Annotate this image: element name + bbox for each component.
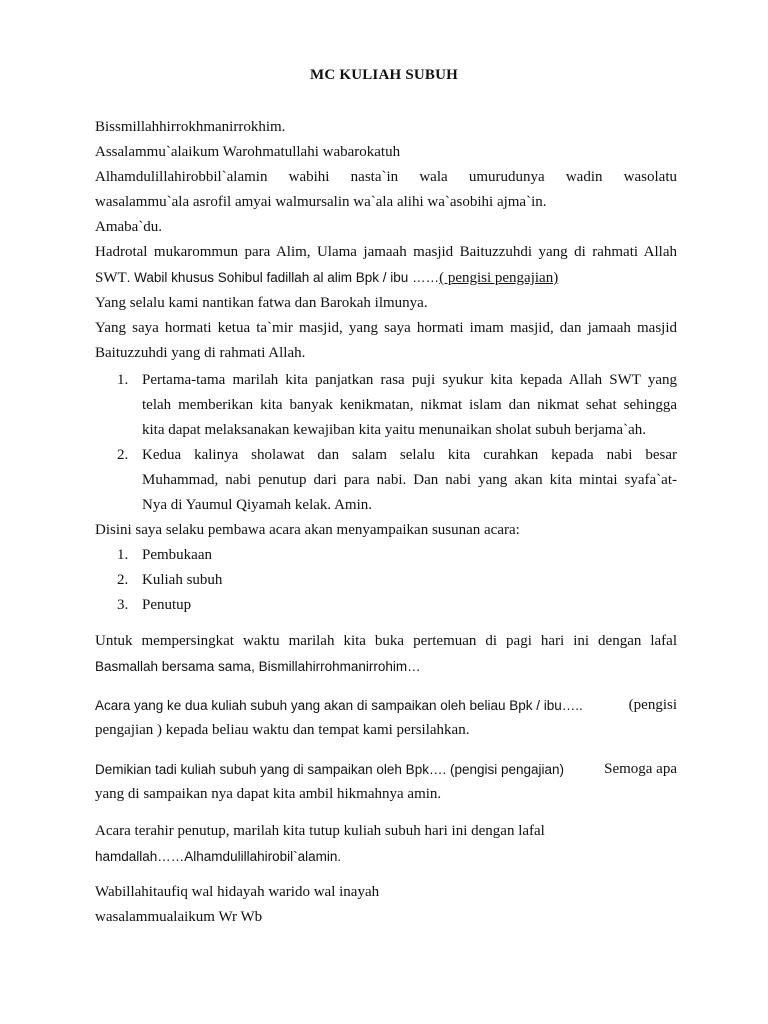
susunan-item-label: Pembukaan [142, 547, 212, 563]
penutup-line-1: Acara terahir penutup, marilah kita tutup kuliah subuh hari ini dengan lafal [95, 823, 545, 839]
closing-section [95, 880, 677, 930]
hormat-line-1: Yang saya hormati ketua ta`mir masjid, yang saya hormati imam masjid, dan jamaah masjid [95, 320, 677, 336]
closing-line-2: wasalammualaikum Wr Wb [95, 909, 263, 925]
susunan-intro: Disini saya selaku pembawa acara akan menyampaikan susunan acara: [95, 522, 520, 538]
hadrotal-wabil-khusus: . Wabil khusus Sohibul fadillah al alim Bpk / ibu …… [126, 270, 440, 285]
kuliah-line-1 [95, 693, 677, 718]
basmalah-line: Bissmillahhirrokhmanirrokhim. [95, 119, 286, 135]
kuliah-line-1-main: Acara yang ke dua kuliah subuh yang akan di sampaikan oleh beliau Bpk / ibu….. [95, 698, 583, 713]
fatwa-line: Yang selalu kami nantikan fatwa dan Barokah ilmunya. [95, 295, 428, 311]
susunan-item-label: Kuliah subuh [142, 572, 223, 588]
amaba-line: Amaba`du. [95, 219, 163, 235]
hadrotal-swt: SWT [95, 270, 127, 286]
hamdalah-line-1: Alhamdulillahirobbil`alamin wabihi nasta`in wala umurudunya wadin wasolatu [95, 169, 677, 185]
paragraph-kuliah [95, 693, 677, 743]
susunan-item [95, 593, 677, 618]
list-item-line: Muhammad, nabi penutup dari para nabi. Dan nabi yang akan kita mintai syafa`at- [142, 472, 677, 488]
list-item [95, 368, 677, 443]
hadrotal-line-2 [95, 265, 677, 291]
demikian-line-1 [95, 757, 677, 782]
list-item-text [142, 368, 677, 443]
kuliah-line-2: pengajian ) kepada beliau waktu dan tempat kami persilahkan. [95, 722, 470, 738]
susunan-item [95, 568, 677, 593]
susunan-item [95, 543, 677, 568]
list-item-line: Nya di Yaumul Qiyamah kelak. Amin. [142, 497, 372, 513]
susunan-section [95, 518, 677, 618]
demikian-line-1-main: Demikian tadi kuliah subuh yang di sampaikan oleh Bpk…. (pengisi pengajian) [95, 762, 565, 777]
pembukaan-line-1: Untuk mempersingkat waktu marilah kita buka pertemuan di pagi hari ini dengan lafal [95, 633, 677, 649]
salam-line: Assalammu`alaikum Warohmatullahi wabarokatuh [95, 144, 401, 160]
demikian-line-2: yang di sampaikan nya dapat kita ambil hikmahnya amin. [95, 786, 442, 802]
opening-section [95, 115, 677, 366]
paragraph-demikian [95, 757, 677, 807]
numbered-list-opening [95, 368, 677, 518]
hamdalah-line-2: wasalammu`ala asrofil amyai walmursalin wa`ala alihi wa`asobihi ajma`in. [95, 194, 547, 210]
list-item-line: Kedua kalinya sholawat dan salam selalu kita curahkan kepada nabi besar [142, 447, 677, 463]
pembukaan-line-2: Basmallah bersama sama, Bismillahirrohmanirrohim… [95, 659, 421, 674]
kuliah-line-1-end: (pengisi [628, 697, 677, 713]
susunan-item-label: Penutup [142, 597, 192, 613]
list-item-line: telah memberikan kita banyak kenikmatan, nikmat islam dan nikmat sehat sehingga [142, 397, 677, 413]
susunan-item-number: 2. [117, 572, 129, 588]
susunan-item-number: 1. [117, 547, 129, 563]
document-title: MC KULIAH SUBUH [309, 67, 458, 83]
demikian-line-1-end: Semoga apa [604, 761, 677, 777]
closing-line-1: Wabillahitaufiq wal hidayah warido wal inayah [95, 884, 380, 900]
list-item-number: 2. [117, 447, 129, 463]
paragraph-pembukaan [95, 629, 677, 679]
susunan-item-number: 3. [117, 597, 129, 613]
hadrotal-line-1: Hadrotal mukarommun para Alim, Ulama jamaah masjid Baituzzuhdi yang di rahmati Allah [95, 244, 677, 260]
list-item-line: kita dapat melaksanakan kewajiban kita yaitu menunaikan sholat subuh berjama`ah. [142, 422, 646, 438]
hormat-line-2: Baituzzuhdi yang di rahmati Allah. [95, 345, 306, 361]
list-item [95, 443, 677, 518]
hadrotal-pengisi: ( pengisi pengajian) [439, 270, 559, 286]
penutup-line-2: hamdallah……Alhamdulillahirobil`alamin. [95, 849, 342, 864]
list-item-line: Pertama-tama marilah kita panjatkan rasa puji syukur kita kepada Allah SWT yang [142, 372, 677, 388]
list-item-number: 1. [117, 372, 129, 388]
list-item-text [142, 443, 677, 518]
paragraph-penutup [95, 819, 677, 869]
